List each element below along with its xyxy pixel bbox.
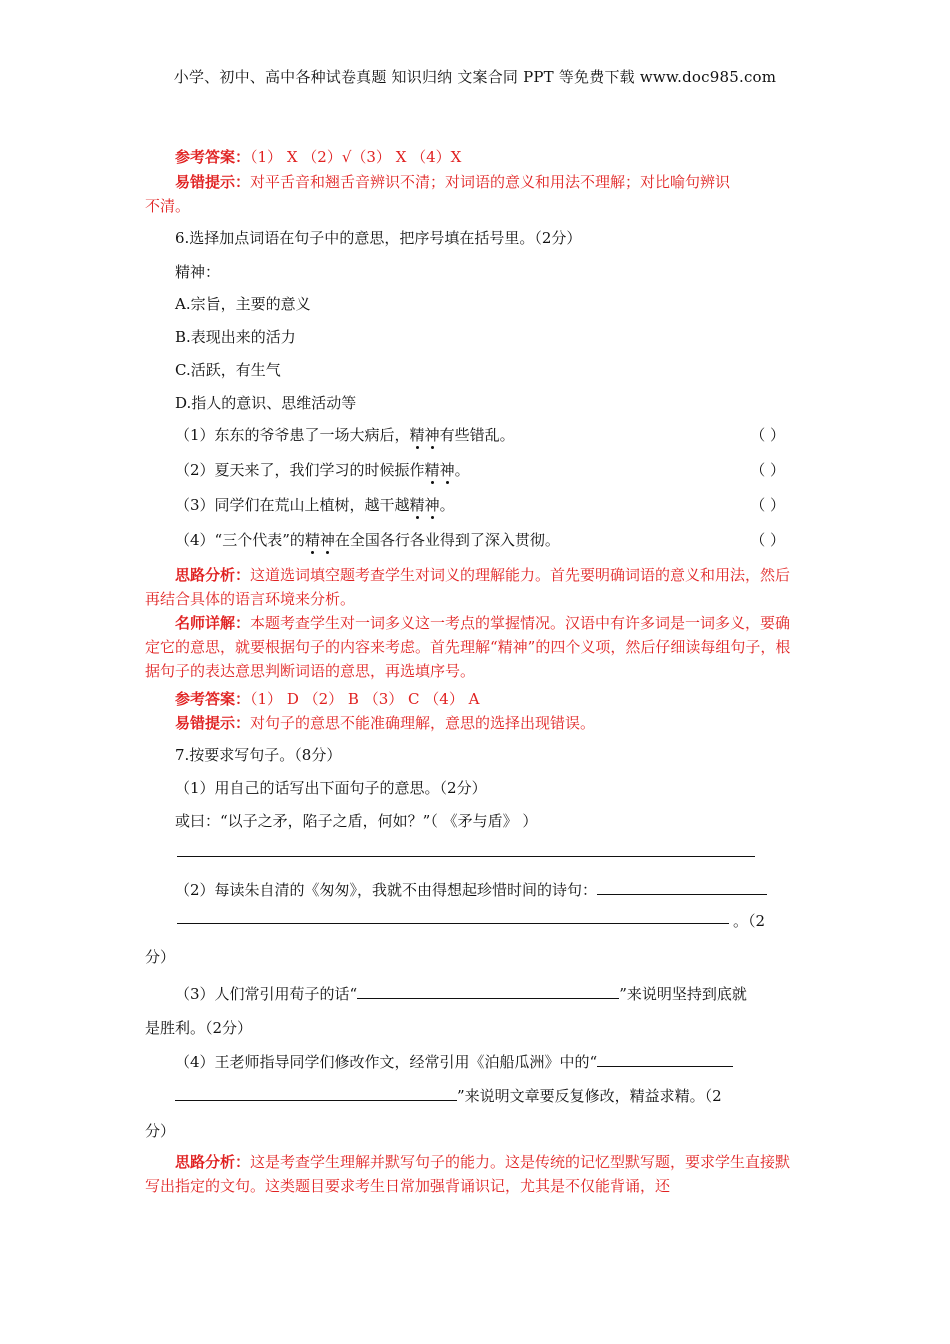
q5-error-tip xyxy=(175,171,730,192)
q7-sub-2-tail: 分） xyxy=(145,948,176,966)
answer-label: 参考答案： xyxy=(175,148,251,166)
answer-blank[interactable] xyxy=(175,1084,457,1101)
answer-blank[interactable] xyxy=(357,982,619,999)
q7-sub-3 xyxy=(175,982,747,1004)
q6-option-b: B.表现出来的活力 xyxy=(175,328,296,346)
error-label: 易错提示： xyxy=(175,173,251,191)
error-text: 对句子的意思不能准确理解，意思的选择出现错误。 xyxy=(250,714,596,732)
q6-item-1 xyxy=(175,424,785,445)
answer-paren[interactable]: （ ） xyxy=(750,426,785,444)
item-text: 。 xyxy=(454,461,470,479)
question-text: （3）人们常引用荀子的话“ xyxy=(175,985,358,1003)
answer-text: （1） X （2）√（3） X （4）X xyxy=(250,148,462,166)
analysis-text: 这道选词填空题考查学生对词义的理解能力。首先要明确词语的意义和用法，然后再结合具体的语言环境来分析。 xyxy=(145,566,791,608)
q6-analysis xyxy=(145,563,800,611)
analysis-label: 思路分析： xyxy=(175,566,251,584)
analysis-text: 这是考查学生理解并默写句子的能力。这是传统的记忆型默写题，要求学生直接默写出指定的文句。这类题目要求考生日常加强背诵识记，尤其是不仅能背诵，还 xyxy=(145,1153,791,1195)
q6-title: 6.选择加点词语在句子中的意思，把序号填在括号里。（2分） xyxy=(175,229,582,247)
q7-sub-3-tail: 是胜利。（2分） xyxy=(145,1019,253,1037)
question-text: ”来说明坚持到底就 xyxy=(619,985,747,1003)
teacher-label: 名师详解： xyxy=(175,614,251,632)
q7-sub-4-cont xyxy=(175,1084,722,1106)
error-label: 易错提示： xyxy=(175,714,251,732)
teacher-text: 本题考查学生对一词多义这一考点的掌握情况。汉语中有许多词是一词多义，要确定它的意思，就要根据句子的内容来考虑。首先理解“精神”的四个义项，然后仔细读每组句子，根据句子的表达意思判断词语的意思，再选填序号。 xyxy=(145,614,791,680)
answer-paren[interactable]: （ ） xyxy=(750,531,785,549)
error-text: 对平舌音和翘舌音辨识不清；对词语的意义和用法不理解；对比喻句辨识 xyxy=(250,173,731,191)
answer-text: （1） D （2） B （3） C （4） A xyxy=(250,690,480,708)
q6-option-a: A.宗旨，主要的意义 xyxy=(175,295,311,313)
q5-error-tip-cont: 不清。 xyxy=(145,197,191,215)
q6-word: 精神： xyxy=(175,263,221,281)
q6-answer xyxy=(175,688,479,709)
item-text: （3）同学们在荒山上植树，越干越 xyxy=(175,496,410,514)
answer-paren[interactable]: （ ） xyxy=(750,461,785,479)
q7-sub-4 xyxy=(175,1050,733,1072)
q6-option-c: C.活跃，有生气 xyxy=(175,361,281,379)
answer-blank[interactable] xyxy=(597,1050,733,1067)
q6-item-2 xyxy=(175,459,785,480)
question-text: （4）王老师指导同学们修改作文，经常引用《泊船瓜洲》中的“ xyxy=(175,1053,598,1071)
q6-option-d: D.指人的意识、思维活动等 xyxy=(175,394,357,412)
item-text: 有些错乱。 xyxy=(439,426,515,444)
q7-sub-2-end: 。（2 xyxy=(733,912,766,930)
analysis-label: 思路分析： xyxy=(175,1153,251,1171)
q7-title: 7.按要求写句子。（8分） xyxy=(175,746,342,764)
dotted-char: 精 xyxy=(409,496,425,514)
page-header: 小学、初中、高中各种试卷真题 知识归纳 文案合同 PPT 等免费下载 www.doc985.com xyxy=(173,68,777,86)
question-text: ”来说明文章要反复修改，精益求精。（2 xyxy=(457,1087,722,1105)
dotted-char: 神 xyxy=(439,461,455,479)
item-text: （1）东东的爷爷患了一场大病后， xyxy=(175,426,410,444)
q7-sub-2 xyxy=(175,878,767,900)
answer-blank-line[interactable] xyxy=(177,856,755,857)
q7-analysis xyxy=(145,1150,800,1198)
dotted-char: 神 xyxy=(424,496,440,514)
q5-answer xyxy=(175,146,461,167)
q7-sub-4-tail: 分） xyxy=(145,1122,176,1140)
item-text: 在全国各行各业得到了深入贯彻。 xyxy=(334,531,560,549)
item-text: 。 xyxy=(439,496,455,514)
dotted-char: 精 xyxy=(424,461,440,479)
dotted-char: 精 xyxy=(304,531,320,549)
item-text: （2）夏天来了，我们学习的时候振作 xyxy=(175,461,425,479)
q7-sub-1: （1）用自己的话写出下面句子的意思。（2分） xyxy=(175,779,487,797)
answer-paren[interactable]: （ ） xyxy=(750,496,785,514)
dotted-char: 神 xyxy=(424,426,440,444)
q7-sub-1-quote: 或曰：“以子之矛，陷子之盾，何如？”（ 《矛与盾》 ） xyxy=(175,812,538,830)
answer-label: 参考答案： xyxy=(175,690,251,708)
q6-teacher-detail xyxy=(145,611,800,683)
answer-blank[interactable] xyxy=(597,878,767,895)
q6-error-tip xyxy=(175,712,595,733)
dotted-char: 精 xyxy=(409,426,425,444)
q6-item-4 xyxy=(175,529,785,550)
q6-item-3 xyxy=(175,494,785,515)
dotted-char: 神 xyxy=(319,531,335,549)
answer-blank-line[interactable] xyxy=(177,923,729,924)
question-text: （2）每读朱自清的《匆匆》，我就不由得想起珍惜时间的诗句： xyxy=(175,881,598,899)
item-text: （4）“三个代表”的 xyxy=(175,531,305,549)
